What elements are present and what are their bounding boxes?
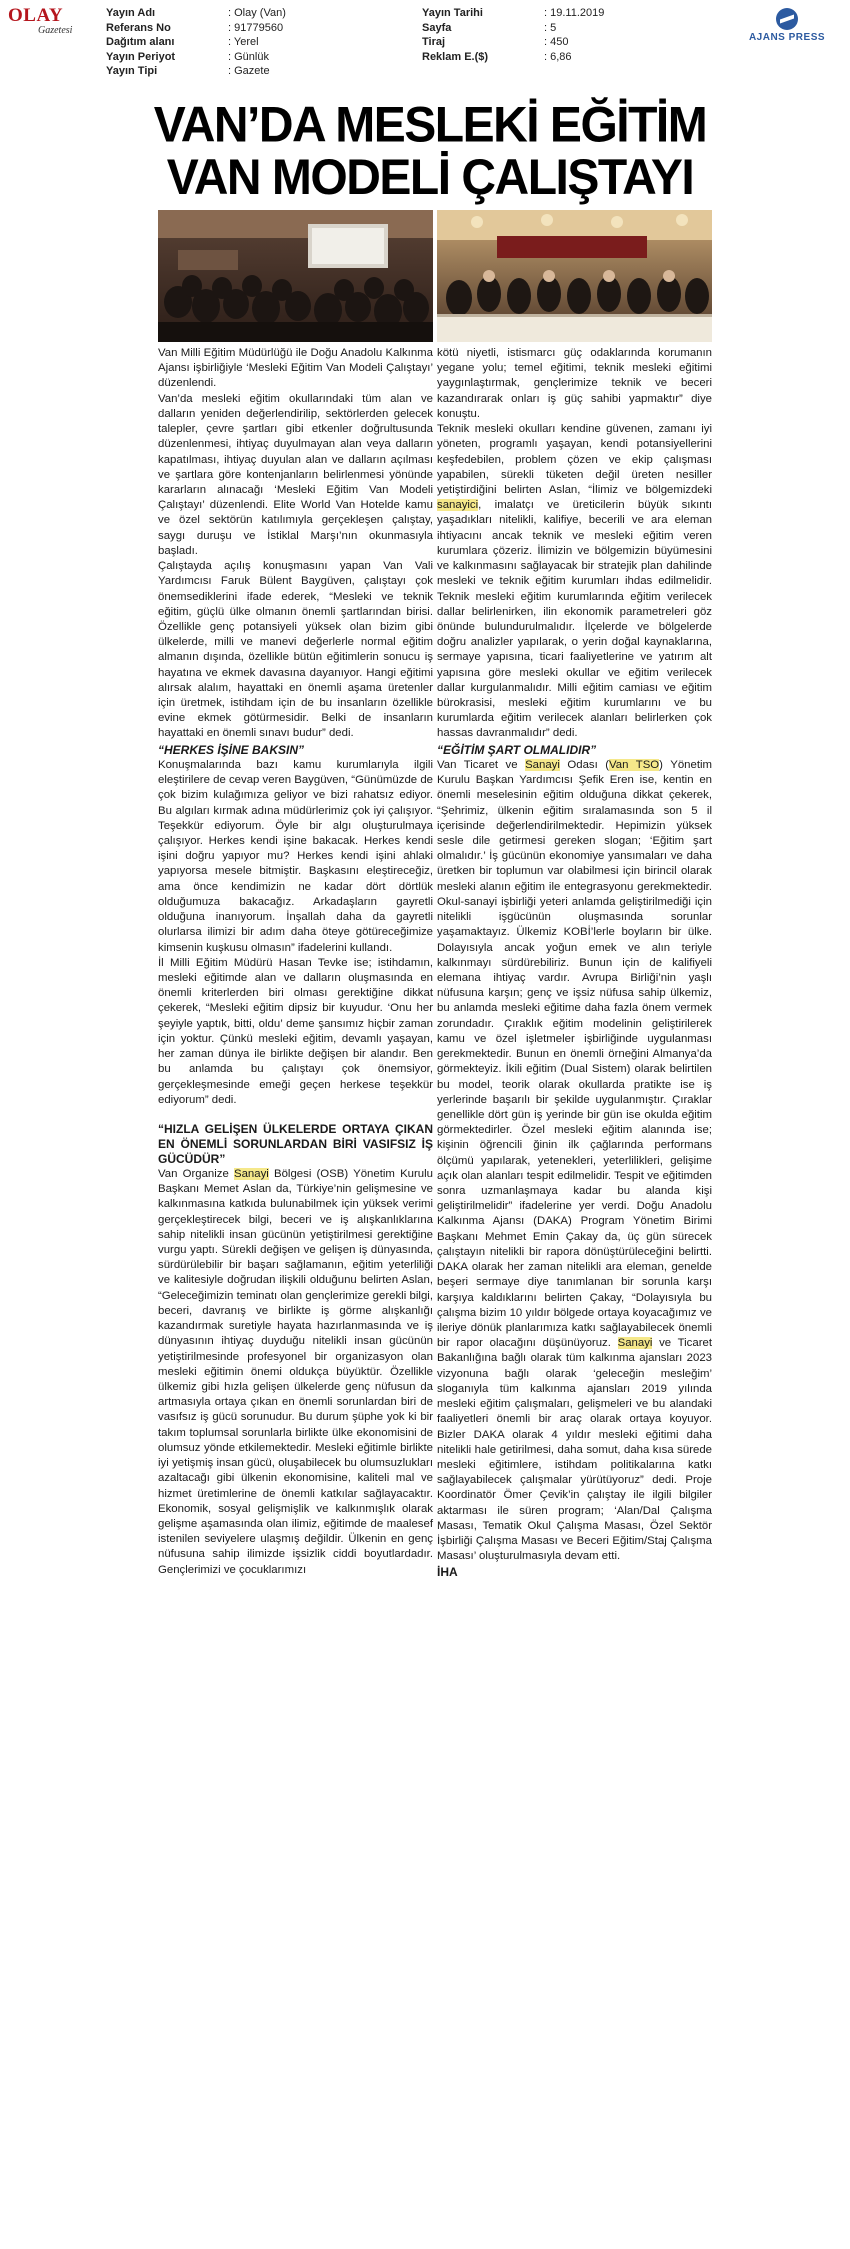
highlighted-keyword: sanayici — [437, 499, 479, 512]
info-row — [106, 64, 286, 79]
info-label: Dağıtım alanı — [106, 36, 175, 48]
text-run: Teknik mesleki okulları kendine güvenen, zamanı iyi yöneten, programlı yaşayan, kendi potansiyellerini keşfedebilen, problem çözen ve ekip çalışması yapabilen, sürekli tüketen değil üreten nesiller yetiştirdiğini belirten Aslan, “İlimiz ve bölgemizdeki — [437, 423, 712, 496]
text-run: ) Yönetim Kurulu Başkan Yardımcısı Şefik Eren ise, kentin en önemli meselesinin eğitim olduğuna dikkat çekerek, “Şehrimiz, ülkenin eğitim sıralamasında son 5 il içerisinde değerlendirilmektedir. Hepimizin yüksek sesle dile getirmesi gereken slogan; ‘Eğitim şart olmalıdır.’ İş gücünün ekonomiye yansımaları ve daha üretken bir toplumun var olabilmesi için birincil olarak mesleki alanın eğitim ile entegrasyonu gerekmektedir. Okul-sanayi işbirliği yeteri anlamda geliştirilmediği için nitelikli işgücünün oluşmasında sorunlar yaşamaktayız. Ülkemiz KOBİ’lerle boyların bir ülke. Dolayısıyla ancak yoğun emek ve alın teriyle kalkınmayı sürdürebiliriz. Bunun için de kalifiyeli elemana ihtiyaç vardır. Avrupa Birliği’nin yaşlı nüfusuna karşın; genç ve işsiz nüfusa sahip ülkemiz, bu anlamda mesleki eğitime daha fazla önem vermek zorundadır. Çıraklık eğitim modelinin geliştirilerek kamu ve özel işletmeler işbirliğinde uygulanması gerekmektedir. Bunun en önemli örneğini Almanya’da görmekteyiz. İkili eğitim (Dual Sistem) olarak belirtilen bu model, teorik olarak okullarda pratikte ise iş yerlerinde başarılı bir şekilde uygulanmıştır. Çıraklar genellikle dört gün iş yerinde bir gün ise okulda eğitim görmektedirler. Özel mesleki eğitim alanında ise; kişinin öğrencili ğinin ilk çağlarında performans ölçümü yapılarak, yetenekleri, yeterlilikleri, gelişime açık olan alanları tespit edilmelidir. Tespit ve eğitimden sonra uzmanlaşmaya kadar bu alanda kişi geliştirilmelidir” ifadelerine yer verdi. Doğu Anadolu Kalkınma Ajansı (DAKA) Program Yönetim Birimi Başkanı Mehmet Emin Çakay da, üç gün sürecek çalıştayın nitelikli bir rapora dönüştürüleceğini belirtti. DAKA olarak her zaman nitelikli ara eleman, genelde beşeri sermaye diye tanımlanan bir sorunla karşı karşıya kaldıklarını belirten Çakay, “Dolayısıyla bu çalışma bizim 10 yıldır bölgede ortaya koyacağımız ve ileriye dönük planlarımıza katkı sağlayabilecek önemli bir rapor olacağını düşünüyoruz. — [437, 758, 713, 1350]
info-label: Referans No — [106, 21, 171, 34]
article-signature: İHA — [437, 1564, 458, 1579]
info-value: : 6,86 — [544, 50, 572, 65]
paragraph: kötü niyetli, istismarcı güç odaklarında korumanın yegane yolu; temel eğitimi, teknik mesleki eğitimi yaygınlaştırmak, gençlerimize teknik ve beceri kazandırarak onları iş güç sahibi yapmaktır” diye konuştu. — [437, 347, 712, 420]
text-run: Van Ticaret ve — [437, 758, 526, 771]
headline-line-1: VAN’DA MESLEKİ EĞİTİM — [153, 97, 707, 154]
subheading: “EĞİTİM ŞART OLMALIDIR” — [437, 742, 597, 757]
info-value: : 91779560 — [228, 21, 283, 36]
info-label: Yayın Tipi — [106, 65, 158, 77]
info-label: Reklam E.($) — [422, 50, 489, 63]
info-row — [422, 35, 604, 50]
publication-info-left — [106, 6, 286, 79]
info-value: : 19.11.2019 — [544, 6, 604, 21]
text-run: Bölgesi (OSB) Yönetim Kurulu Başkanı Memet Aslan da, Türkiye’nin gelişmesine ve kalkınmasına katkıda bulunabilmek için yüksek verimi gerçekleştirecek bilgi, beceri ve iş alışkanlıklarına sahip nitelikli insan gücünün yetiştirilmesi gerektiğine vurgu yaptı. Sürekli değişen ve gelişen iş dünyasında, sürdürülebilir bir başarı sağlamanın, eğitim yeterliliği ve kalitesiyle doğrudan ilişkili olduğunu belirten Aslan, “Geleceğimizin teminatı olan gençlerimize gerekli bilgi, beceri, davranış ve birlikte iş görme alışkanlığı kazandırmak suretiyle hayata hazırlanmasında ve iş dünyasının ihtiyaç duyduğu nitelikli insan gücünün yetiştirilmesinde profesyonel bir organizasyon olan mesleki eğitimin önemi oldukça büyüktür. Özellikle ülkemiz gibi hızla gelişen ülkelerde genç nüfusun da artmasıyla ortaya çıkan en önemli sorunlardan biri de vasıfsız iş gücü sorunudur. Bu durum şüphe yok ki bir takım toplumsal sorunlarla birlikte ülke ekonomisini de olumsuz yönde etkilemektedir. Mesleki eğitimle birlikte iyi yetişmiş insan gücü, oluşabilecek bu olumsuzlukları azaltacağı gibi ülkenin ekonomisine, kaliteli mal ve hizmet üretimlerine de önemli katkılar sağlayacaktır. Ekonomik, sosyal gelişmişlik ve kalkınmışlık olarak gelişme aşamasında olan ilimiz, eğitimde de maalesef istenilen seviyelere ulaşmış değildir. Ülkenin en genç nüfusuna sahip ilimizde işsizlik ciddi boyutlardadır. Gençlerimizi ve çocuklarımızı — [158, 1167, 433, 1576]
article-column-right — [437, 346, 712, 1580]
highlighted-keyword: Sanayi — [617, 1337, 653, 1350]
article-column-left — [158, 346, 433, 1578]
paragraph: Van’da mesleki eğitim okullarındaki tüm alan ve dalların yeniden değerlendirilip, sektörlerden gelecek talepler, çevre şartları gibi etkenler doğrultusunda düzenlenmesi, ihtiyaç duyulmayan alan veya dalların kapatılması, ihtiyaç duyulan alan ve dalların açılması ve şartlara göre kontenjanların belirlenmesi yönünde kararların alınacağı ‘Mesleki Eğitim Van Modeli Çalıştayı’ düzenlendi. Elite World Van Hotelde kamu ve özel sektörün katılımıyla gerçekleşen çalıştay, saygı duruşu ve İstiklal Marşı’nın okunmasıyla başladı. — [158, 392, 433, 557]
paragraph: Van Milli Eğitim Müdürlüğü ile Doğu Anadolu Kalkınma Ajansı işbirliğiyle ‘Mesleki Eğitim Van Modeli Çalıştayı’ düzenlendi. — [158, 347, 433, 390]
paragraph: İl Milli Eğitim Müdürü Hasan Tevke ise; istihdamın, mesleki eğitimde alan ve dalların oluşmasında en önemli kriterlerden biri olması gerektiğine dikkat çekerek, “Mesleki eğitim dipsiz bir kuyudur. ‘Onu her şeyiyle yaptık, bitti, oldu’ deme şansımız hiçbir zaman için yoktur. Çünkü mesleki eğitim, devamlı yaşayan, her zaman dünya ile birlikte değişen bir alandır. Ben bu anlamda bu çalıştayı çok önemsiyor, gerçekleşmesinde emeği geçen herkese teşekkür ediyorum” dedi. — [158, 956, 433, 1106]
paragraph: Çalıştayda açılış konuşmasını yapan Van Vali Yardımcısı Faruk Bülent Baygüven, çalıştayı çok önemsediklerini ifade ederek, “Mesleki ve teknik eğitim, güçlü ülke olmanın önemli şartlarından birisi. Özellikle genç potansiyeli yüksek olan bizim gibi ülkelerde, milli ve manevi değerlerle normal eğitim almanın dışında, özellikle bütün eğitimlerin sonucu iş hayatına ve ekmek davasına dayanıyor. Hangi eğitimi alırsak alalım, hayattaki en önemli aşama üretenler için üretmek, istihdam için de bu insanların özellikle evine ekmek götürmesidir. Belki de insanların hayattaki en önemli sınavı budur” dedi. — [158, 560, 433, 740]
info-value: : Günlük — [228, 50, 269, 65]
info-value: : Yerel — [228, 35, 259, 50]
text-run: ve Ticaret Bakanlığına bağlı olarak tüm kalkınma ajansları 2023 vizyonuna bağlı olarak ‘geleceğin mesleğim’ sloganıyla tüm kalkınma ajansları 2019 yılında mesleki eğitim çalışmaları, gelişmeleri ve bu alandaki faaliyetleri önemli bir araç olarak ortaya koyuyor. Bizler DAKA olarak 4 yıldır mesleki eğitimi daha nitelikli hale getirilmesi, daha somut, daha kısa sürede mesleki eğitimlere, istihdam politikalarına katkı sağlayabilecek çalışmalar yürütüyoruz” dedi. Proje Koordinatör Ömer Çevik’in çalıştay ile ilgili bilgiler aktarması ile süren program; ‘Alan/Dal Çalışma Masası, Tematik Okul Çalışma Masası, Özel Sektör İşbirliği Çalışma Masası ve Beceri Eğitim/Staj Çalışma Masası’ oluşturulmasıyla devam etti. — [437, 1337, 713, 1563]
highlighted-keyword: Van TSO — [609, 758, 660, 771]
paragraph: Konuşmalarında bazı kamu kurumlarıyla ilgili eleştirilere de cevap veren Baygüven, “Günümüzde de çok bizim kulağımıza geliyor ve bizi rahatsız ediyor. Bu algıları kırmak adına müdürlerimiz çok iyi çalışıyor. Teşekkür ediyorum. Öyle bir algı oluşturulmaya çalışıyor. Herkes kendi işine bakacak. Herkes kendi işini doğru yapıyor mu? Herkes kendi işini ahlaki yapıyorsa mesele bitmiştir. Başkasını eleştireceğiz, ama önce kendimizin ne kadar dört dörtlük olduğumuza bakacağız. Arkadaşların gayretli olduğuna inanıyorum. İnşallah daha da gayretli olurlarsa ilimizi bir adım daha öteye götüreceğimize kimsenin kuşkusu olmasın” ifadelerini kullandı. — [158, 758, 433, 954]
subheading: “HERKES İŞİNE BAKSIN” — [158, 742, 305, 757]
text-run: , imalatçı ve üreticilerin büyük sıkıntı yaşadıkları nitelikli, kalifiye, becerili ve ara eleman ihtiyacını ancak teknik ve mesleki eğitim veren kurumlara çözeriz. İlimizin ve bölgemizin büyümesini ve kalkınmasını sağlayacak bir stratejik plan dahilinde mesleki ve teknik eğitim kurumları ihdas edilmelidir. Teknik mesleki eğitim kurumlarında eğitim verilecek dallar belirlenirken, ilin ekonomik parametreleri göz önünde bulundurulmalıdır. İlçelerde ve bölgelerde doğru analizler yapılarak, o yerin doğal kaynaklarına, sermaye yapısına, ticari faaliyetlerine ve yatırım alt yapısına göre mesleki okullar ve eğitim verilecek dallar kurgulanmalıdır. Milli eğitim camiası ve eğitim bürokrasisi, mesleki eğitim kurumlarını ve bu kurumlarda eğitim verilecek alanları belirlerken çok hassas davranmalıdır” dedi. — [437, 499, 712, 740]
info-label: Yayın Adı — [106, 7, 156, 19]
logo-subtitle: Gazetesi — [38, 25, 73, 36]
workshop-panel-photo — [437, 210, 712, 342]
info-label: Tiraj — [422, 36, 446, 48]
article-headline — [150, 97, 710, 206]
info-row — [422, 6, 604, 21]
paragraph — [437, 422, 712, 742]
text-run: Odası ( — [559, 758, 610, 771]
agency-name: AJANS PRESS — [748, 32, 826, 43]
info-value: : Olay (Van) — [228, 6, 286, 21]
subheading: “HIZLA GELİŞEN ÜLKELERDE ORTAYA ÇIKAN EN ÖNEMLİ SORUNLARDAN BİRİ VASIFSIZ İŞ GÜCÜDÜR” — [158, 1121, 433, 1166]
workshop-audience-photo — [158, 210, 433, 342]
publication-info-right — [422, 6, 604, 64]
info-row — [106, 35, 286, 50]
logo-title: OLAY — [8, 5, 64, 26]
agency-logo — [742, 8, 832, 43]
newspaper-logo — [8, 6, 94, 42]
highlighted-keyword: Sanayi — [233, 1167, 269, 1180]
agency-emblem-icon — [776, 8, 798, 30]
info-row — [422, 50, 604, 65]
info-value: : Gazete — [228, 64, 270, 79]
info-row — [422, 21, 604, 36]
paragraph — [158, 1167, 433, 1578]
info-row — [106, 6, 286, 21]
info-row — [106, 21, 286, 36]
highlighted-keyword: Sanayi — [525, 758, 560, 771]
info-value: : 5 — [544, 21, 556, 36]
headline-line-2: VAN MODELİ ÇALIŞTAYI — [166, 149, 694, 206]
info-label: Yayın Periyot — [106, 50, 176, 63]
info-value: : 450 — [544, 35, 568, 50]
info-row — [106, 50, 286, 65]
info-label: Sayfa — [422, 21, 452, 34]
info-label: Yayın Tarihi — [422, 7, 483, 19]
text-run: Van Organize — [158, 1167, 234, 1180]
paragraph — [437, 758, 712, 1565]
